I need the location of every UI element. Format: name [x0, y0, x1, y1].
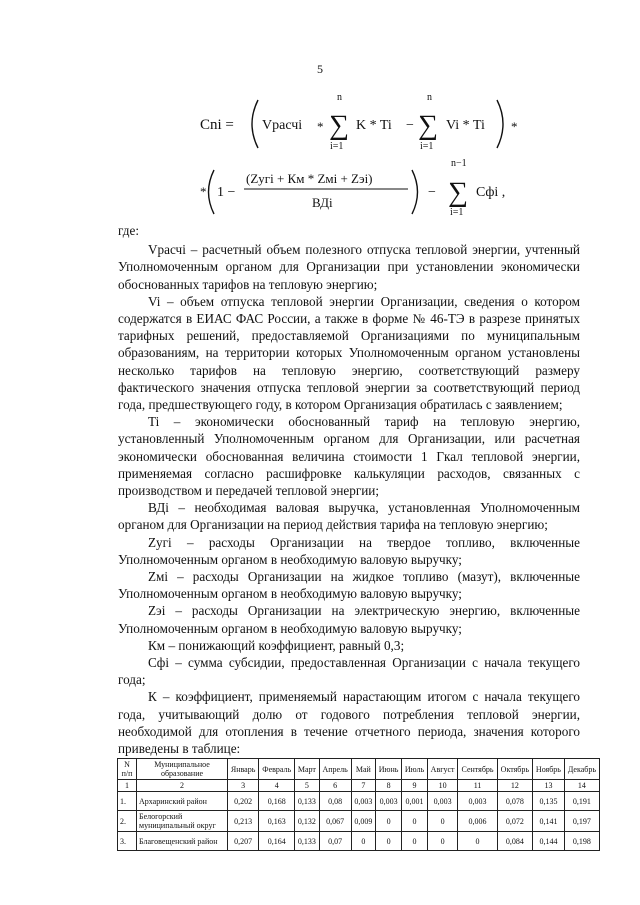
cell-value: 0,164 — [259, 832, 295, 851]
header-cell: Апрель — [319, 759, 351, 780]
sum3-body: Сфi , — [476, 185, 506, 200]
cell-value: 0 — [402, 832, 428, 851]
cell-value: 0 — [427, 832, 458, 851]
cell-value: 0,207 — [228, 832, 259, 851]
cell-number: 1. — [118, 792, 137, 811]
index-cell: 8 — [376, 780, 402, 792]
coefficient-table — [117, 758, 600, 851]
cell-value: 0,08 — [319, 792, 351, 811]
cell-value: 0 — [458, 832, 497, 851]
index-cell: 7 — [351, 780, 375, 792]
cell-value: 0,003 — [351, 792, 375, 811]
formula-minus-2: − — [428, 185, 436, 200]
definition-vdi: ВДi – необходимая валовая выручка, установленная Уполномоченным органом для Организации на период действия тарифа на тепловую энергию; — [118, 500, 580, 533]
cell-value: 0,132 — [295, 811, 319, 832]
header-cell: Декабрь — [564, 759, 599, 780]
sum2-top: n — [427, 92, 432, 103]
formula-times-1: * — [317, 119, 324, 134]
cell-value: 0 — [351, 832, 375, 851]
table-header-row — [118, 759, 600, 780]
header-cell: Июнь — [376, 759, 402, 780]
header-cell: Май — [351, 759, 375, 780]
formula-times-3: * — [200, 184, 207, 199]
sum2-body: Vi * Ti — [446, 118, 485, 133]
header-cell: Март — [295, 759, 319, 780]
cell-value: 0 — [427, 811, 458, 832]
table-row — [118, 792, 600, 811]
sum1-body: K * Ti — [356, 118, 392, 133]
formula — [0, 86, 640, 216]
index-cell: 3 — [228, 780, 259, 792]
header-cell: Январь — [228, 759, 259, 780]
sum3-top: n−1 — [451, 158, 467, 169]
cell-value: 0 — [376, 811, 402, 832]
formula-lhs: Cni = — [200, 117, 234, 133]
definition-vi: Vi – объем отпуска тепловой энергии Организации, сведения о котором содержатся в ЕИАС ФАС России, а также в форме № 46-ТЭ в разрезе принятых тарифных решений, предоставляемой Организациями по муниципальным образованиям, на территории которых Уполномоченным органом установлены несколько тарифов на тепловую энергию, соответствующий размеру фактического значения отпуска тепловой энергии за соответствующий период года, предшествующего году, в котором Организация обратилась с заявлением; — [118, 293, 580, 413]
sum3-bottom: i=1 — [450, 207, 464, 216]
cell-value: 0,003 — [376, 792, 402, 811]
where-label: где: — [118, 223, 139, 238]
cell-number: 3. — [118, 832, 137, 851]
paren2-right — [412, 170, 418, 214]
formula-minus-1: − — [406, 118, 414, 133]
header-cell: Муниципальное образование — [137, 759, 228, 780]
sum2-bottom: i=1 — [420, 141, 434, 152]
cell-value: 0,133 — [295, 792, 319, 811]
sum1-sigma: ∑ — [329, 110, 349, 141]
header-cell: Октябрь — [497, 759, 532, 780]
index-cell: 14 — [564, 780, 599, 792]
big-paren-left — [252, 100, 258, 148]
header-cell: Август — [427, 759, 458, 780]
page-number: 5 — [317, 62, 323, 76]
header-cell: N п/п — [118, 759, 137, 780]
cell-value: 0,163 — [259, 811, 295, 832]
index-cell: 4 — [259, 780, 295, 792]
cell-value: 0,084 — [497, 832, 532, 851]
cell-value: 0 — [402, 811, 428, 832]
cell-value: 0,006 — [458, 811, 497, 832]
index-cell: 2 — [137, 780, 228, 792]
cell-value: 0,168 — [259, 792, 295, 811]
cell-value: 0,191 — [564, 792, 599, 811]
cell-value: 0,133 — [295, 832, 319, 851]
cell-value: 0,141 — [533, 811, 565, 832]
cell-number: 2. — [118, 811, 137, 832]
cell-value: 0,009 — [351, 811, 375, 832]
table-row — [118, 832, 600, 851]
index-cell: 5 — [295, 780, 319, 792]
definition-v-rasch: Vрасчi – расчетный объем полезного отпуска тепловой энергии, учтенный Уполномоченным органом для Организации при установлении экономически обоснованных тарифов на тепловую энергию; — [118, 242, 580, 292]
header-cell: Ноябрь — [533, 759, 565, 780]
definition-ti: Ti – экономически обоснованный тариф на тепловую энергию, установленный Уполномоченным органом для Организации, или расчетная экономически обоснованная величина стоимости 1 Гкал тепловой энергии, применяемая согласно расшифровке калькуляции расходов, связанных с производством и передачей тепловой энергии; — [118, 414, 580, 499]
header-cell: Февраль — [259, 759, 295, 780]
table-index-row — [118, 780, 600, 792]
formula-v-term: Vрасчi — [262, 118, 303, 133]
sum2-sigma: ∑ — [418, 110, 438, 141]
index-cell: 6 — [319, 780, 351, 792]
cell-value: 0,072 — [497, 811, 532, 832]
sum3-sigma: ∑ — [448, 177, 468, 208]
cell-municipality: Архаринский район — [137, 792, 228, 811]
cell-value: 0,078 — [497, 792, 532, 811]
cell-value: 0,067 — [319, 811, 351, 832]
cell-value: 0,202 — [228, 792, 259, 811]
cell-value: 0,07 — [319, 832, 351, 851]
cell-value: 0,003 — [458, 792, 497, 811]
definition-k: К – коэффициент, применяемый нарастающим итогом с начала текущего года, учитывающий долю от годового потребления тепловой энергии, необходимой для отопления в течение отчетного периода, значения которого приведены в таблице: — [118, 689, 580, 757]
formula-times-2: * — [511, 119, 518, 134]
index-cell: 13 — [533, 780, 565, 792]
definition-sfi: Сфi – сумма субсидии, предоставленная Организации с начала текущего года; — [118, 655, 580, 688]
index-cell: 11 — [458, 780, 497, 792]
index-cell: 10 — [427, 780, 458, 792]
coefficient-table-container — [117, 758, 600, 851]
paren2-left — [209, 170, 215, 214]
fraction-numerator: (Zугi + Км * Zмi + Zэi) — [246, 171, 373, 186]
table-row — [118, 811, 600, 832]
sum1-top: n — [337, 92, 342, 103]
fraction-denominator: ВДi — [312, 195, 333, 210]
cell-municipality: Благовещенский район — [137, 832, 228, 851]
definition-zei: Zэi – расходы Организации на электрическую энергию, включенные Уполномоченным органом в необходимую валовую выручку; — [118, 603, 580, 636]
index-cell: 12 — [497, 780, 532, 792]
definition-zugi: Zугi – расходы Организации на твердое топливо, включенные Уполномоченным органом в необходимую валовую выручку; — [118, 534, 580, 567]
definitions-block — [118, 222, 580, 757]
cell-value: 0,197 — [564, 811, 599, 832]
cell-value: 0,001 — [402, 792, 428, 811]
cell-value: 0,135 — [533, 792, 565, 811]
formula-one-minus: 1 − — [217, 185, 236, 200]
cell-value: 0,198 — [564, 832, 599, 851]
index-cell: 1 — [118, 780, 137, 792]
index-cell: 9 — [402, 780, 428, 792]
cell-municipality: Белогорский муниципальный округ — [137, 811, 228, 832]
definition-km: Км – понижающий коэффициент, равный 0,3; — [148, 637, 405, 653]
header-cell: Июль — [402, 759, 428, 780]
sum1-bottom: i=1 — [330, 141, 344, 152]
big-paren-right — [497, 100, 503, 148]
cell-value: 0,144 — [533, 832, 565, 851]
cell-value: 0 — [376, 832, 402, 851]
cell-value: 0,213 — [228, 811, 259, 832]
cell-value: 0,003 — [427, 792, 458, 811]
header-cell: Сентябрь — [458, 759, 497, 780]
definition-zmi: Zмi – расходы Организации на жидкое топливо (мазут), включенные Уполномоченным органом в необходимую валовую выручку; — [118, 569, 580, 602]
